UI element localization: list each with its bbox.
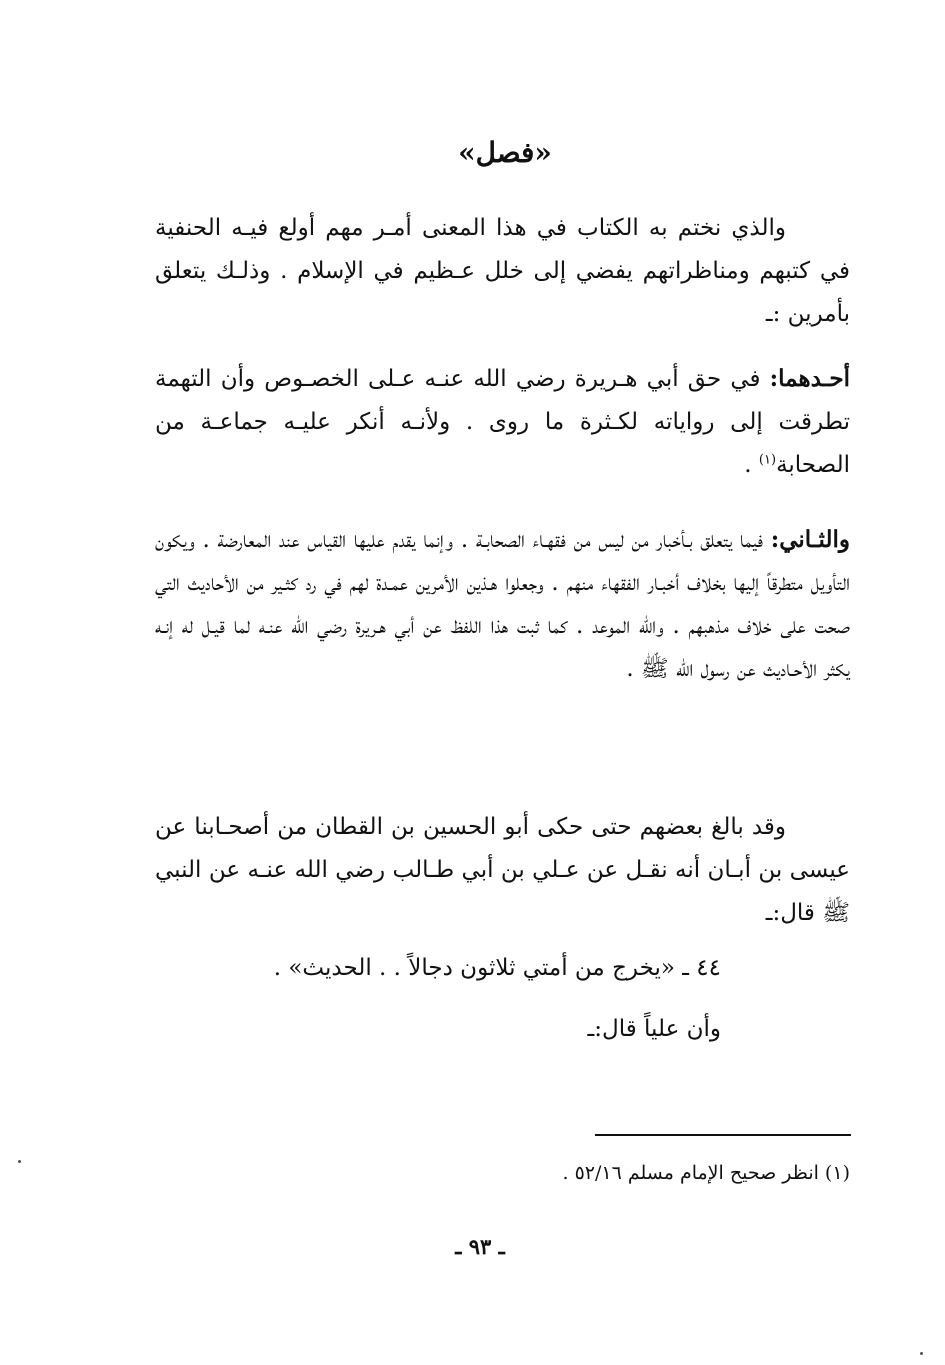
first-matter-text: في حق أبي هـريرة رضي الله عنـه عـلى الخصـوص وأن التهمة تطرقت إلى رواياته لكـثرة ما روى . ولأنـه أنكر عليـه جماعـة من الصحابة [155,366,850,478]
paragraph-narration-text: وقد بالغ بعضهم حتى حكى أبو الحسين بن القطان من أصحـابنا عن عيسى بن أبـان أنه نقـل عن عـلي بن أبي طـالب رضي الله عنـه عن النبي ﷺ قال:ـ [155,814,850,926]
footnote: (١) انظر صحيح الإمام مسلم ٥٢/١٦ . [562,1162,850,1184]
paragraph-intro-text: والذي نختم به الكتاب في هذا المعنى أمـر مهم أولع فيـه الحنفية في كتبهم ومناظراتهم يفضي إلى خلل عـظيم في الإسلام . وذلـك يتعلق بأمرين :ـ [155,215,850,327]
second-matter-lead: والثـاني: [770,526,850,553]
scan-speck [18,1160,21,1163]
paragraph-second-matter [155,518,850,691]
closing-text: وأن علياً قال:ـ [587,1016,721,1042]
paragraph-first-matter [155,357,850,487]
footnote-marker[interactable]: (١) [758,452,777,468]
hadith-text: ٤٤ ـ «يخرج من أمتي ثلاثون دجالاً . . الحديث» . [273,955,721,981]
section-heading: «فصل» [458,136,552,169]
first-matter-end: . [744,452,759,478]
hadith-quote [155,947,785,990]
scan-speck [920,1352,923,1355]
paragraph-narration [155,806,850,935]
footnote-separator [595,1134,851,1136]
first-matter-lead: أحـدهما: [769,365,850,392]
paragraph-intro [155,207,850,336]
second-matter-text: فيما يتعلق بـأخبار من ليس من فقهـاء الصحابـة . وإنما يقدم عليها القياس عند المعارضة . ويكون التأويل متطرقاً إليها بخلاف أخبـار الفقهاء منهم . وجعلوا هـذين الأمرين عمـدة لهم في رد كثـير من الأحاديث التي صحت على خلاف مذهبهم . والله الموعد . كما ثبت هذا اللفظ عن أبي هـريرة رضي الله عنـه لما قيـل له إنـه يكثر الأحـاديث عن رسول الله ﷺ . [155,527,850,682]
page-number: ـ ٩٣ ـ [455,1234,505,1259]
closing-line [155,1008,785,1051]
